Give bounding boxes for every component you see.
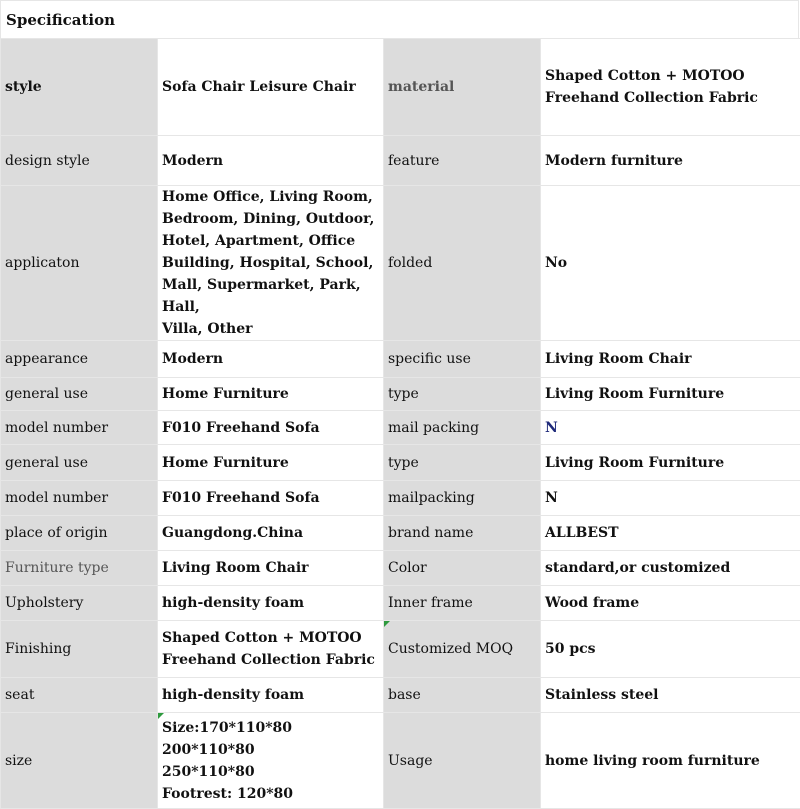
key-mail-packing: mail packing <box>384 411 541 445</box>
value-material <box>541 39 800 136</box>
key-material: material <box>384 39 541 136</box>
value-seat: high-density foam <box>158 678 384 713</box>
value-size-line: 250*110*80 <box>162 761 383 783</box>
table-row <box>1 551 800 586</box>
value-general-use: Home Furniture <box>158 378 384 411</box>
value-type: Living Room Furniture <box>541 378 800 411</box>
value-finishing <box>158 621 384 678</box>
value-application-line: Mall, Supermarket, Park, Hall, <box>162 274 383 318</box>
key-inner-frame: Inner frame <box>384 586 541 621</box>
value-model-number: F010 Freehand Sofa <box>158 481 384 516</box>
value-size <box>158 713 384 809</box>
key-size: size <box>1 713 158 809</box>
key-customized-moq: Customized MOQ <box>384 621 541 678</box>
value-size-line: 200*110*80 <box>162 739 383 761</box>
value-base: Stainless steel <box>541 678 800 713</box>
value-size-line: Footrest: 120*80 <box>162 783 383 805</box>
table-row <box>1 378 800 411</box>
value-material-line-2: Freehand Collection Fabric <box>545 87 800 109</box>
key-folded: folded <box>384 186 541 341</box>
key-brand-name: brand name <box>384 516 541 551</box>
key-general-use: general use <box>1 445 158 481</box>
key-color: Color <box>384 551 541 586</box>
value-size-line: Size:170*110*80 <box>162 717 383 739</box>
key-feature: feature <box>384 136 541 186</box>
table-row <box>1 713 800 809</box>
value-place-of-origin: Guangdong.China <box>158 516 384 551</box>
table-row <box>1 621 800 678</box>
value-model-number: F010 Freehand Sofa <box>158 411 384 445</box>
value-type: Living Room Furniture <box>541 445 800 481</box>
table-row <box>1 481 800 516</box>
value-inner-frame: Wood frame <box>541 586 800 621</box>
key-appearance: appearance <box>1 341 158 378</box>
value-color: standard,or customized <box>541 551 800 586</box>
key-upholstery: Upholstery <box>1 586 158 621</box>
value-folded: No <box>541 186 800 341</box>
table-row <box>1 516 800 551</box>
key-place-of-origin: place of origin <box>1 516 158 551</box>
table-row <box>1 39 800 136</box>
key-furniture-type: Furniture type <box>1 551 158 586</box>
key-mailpacking: mailpacking <box>384 481 541 516</box>
value-specific-use: Living Room Chair <box>541 341 800 378</box>
key-type: type <box>384 378 541 411</box>
key-type: type <box>384 445 541 481</box>
key-model-number: model number <box>1 481 158 516</box>
key-general-use: general use <box>1 378 158 411</box>
table-row <box>1 136 800 186</box>
key-usage: Usage <box>384 713 541 809</box>
key-specific-use: specific use <box>384 341 541 378</box>
value-application <box>158 186 384 341</box>
value-mail-packing: N <box>541 411 800 445</box>
table-row <box>1 341 800 378</box>
value-style: Sofa Chair Leisure Chair <box>158 39 384 136</box>
key-model-number: model number <box>1 411 158 445</box>
table-row <box>1 411 800 445</box>
value-furniture-type: Living Room Chair <box>158 551 384 586</box>
value-upholstery: high-density foam <box>158 586 384 621</box>
key-seat: seat <box>1 678 158 713</box>
value-application-line: Building, Hospital, School, <box>162 252 383 274</box>
value-mailpacking: N <box>541 481 800 516</box>
value-application-line: Villa, Other <box>162 318 383 340</box>
spec-table <box>0 38 800 809</box>
value-application-line: Home Office, Living Room, <box>162 186 383 208</box>
value-usage: home living room furniture <box>541 713 800 809</box>
value-application-line: Hotel, Apartment, Office <box>162 230 383 252</box>
value-appearance: Modern <box>158 341 384 378</box>
key-application: applicaton <box>1 186 158 341</box>
key-style: style <box>1 39 158 136</box>
value-brand-name: ALLBEST <box>541 516 800 551</box>
value-material-line-1: Shaped Cotton + MOTOO <box>545 65 800 87</box>
value-general-use: Home Furniture <box>158 445 384 481</box>
table-row <box>1 445 800 481</box>
value-application-line: Bedroom, Dining, Outdoor, <box>162 208 383 230</box>
table-row <box>1 678 800 713</box>
key-finishing: Finishing <box>1 621 158 678</box>
table-row <box>1 186 800 341</box>
value-customized-moq: 50 pcs <box>541 621 800 678</box>
table-row <box>1 586 800 621</box>
key-design-style: design style <box>1 136 158 186</box>
table-title: Specification <box>0 0 799 38</box>
value-finishing-line-1: Shaped Cotton + MOTOO <box>162 627 383 649</box>
key-base: base <box>384 678 541 713</box>
value-design-style: Modern <box>158 136 384 186</box>
value-feature: Modern furniture <box>541 136 800 186</box>
value-finishing-line-2: Freehand Collection Fabric <box>162 649 383 671</box>
